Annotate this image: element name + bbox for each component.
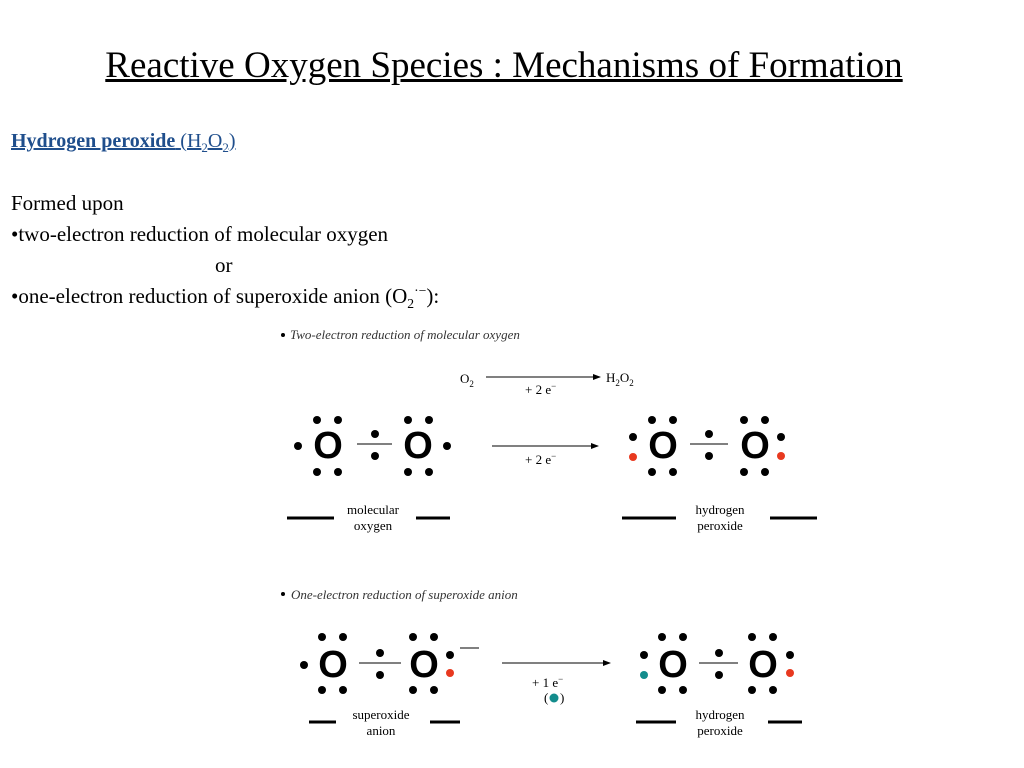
eq-h2o2-h: H <box>606 370 616 385</box>
eq-arrow-label-text: + 2 e <box>525 382 552 397</box>
eq-arrow-label <box>525 381 556 397</box>
eq-h2o2-o: O <box>619 370 630 385</box>
bullet-two-electron: •two-electron reduction of molecular oxygen <box>11 222 389 246</box>
added-electron-teal <box>640 671 648 679</box>
reaction-arrow-2-label-text: + 1 e <box>532 675 559 690</box>
eq-h2o2-sub1: 2 <box>615 378 620 388</box>
added-electron-red-2 <box>786 669 794 677</box>
subheading-formula-sub1: 2 <box>201 140 208 155</box>
reaction-arrow-1-label <box>525 451 556 467</box>
oxygen-atom-2: O <box>403 425 433 467</box>
label-anion: anion <box>366 723 396 738</box>
added-electron-left-red <box>629 453 637 461</box>
label-oxygen: oxygen <box>353 518 393 533</box>
peroxide-atom-1: O <box>648 425 678 467</box>
added-electron-right-red <box>777 452 785 460</box>
subheading-name: Hydrogen peroxide <box>11 130 176 152</box>
eq-arrow-label-sup: − <box>551 381 557 391</box>
bullet-one-electron-suffix: ): <box>426 284 440 308</box>
molecule-superoxide <box>300 633 479 694</box>
oxygen-atom-1: O <box>313 425 343 467</box>
reaction-arrow-1-label-sup: − <box>551 451 557 461</box>
peroxide-atom-2: O <box>740 425 770 467</box>
caption-bullet-1 <box>281 333 285 337</box>
peroxide2-atom-1: O <box>658 644 688 686</box>
superoxide-atom-1: O <box>318 644 348 686</box>
reaction-arrow-1-label-text: + 2 e <box>525 452 552 467</box>
label-peroxide-1: peroxide <box>697 518 743 533</box>
peroxide2-atom-2: O <box>748 644 778 686</box>
eq-h2o2 <box>606 370 634 388</box>
label-peroxide-2: peroxide <box>697 723 743 738</box>
electron-paren-left: ( <box>544 690 549 705</box>
reaction-arrow-2-label <box>532 674 563 690</box>
eq-o2 <box>460 371 474 389</box>
subheading-formula-o: O <box>207 130 223 152</box>
superoxide-red-electron <box>446 669 454 677</box>
superoxide-atom-2: O <box>409 644 439 686</box>
caption-bullet-2 <box>281 592 285 596</box>
label-superoxide: superoxide <box>352 707 410 722</box>
molecule-molecular-oxygen <box>294 416 451 476</box>
caption-two-electron: Two-electron reduction of molecular oxygen <box>290 327 520 342</box>
bullet-one-electron-prefix: •one-electron reduction of superoxide anion (O <box>11 284 408 308</box>
subheading-formula-sub2: 2 <box>222 140 229 155</box>
molecule-hydrogen-peroxide-1 <box>629 416 785 476</box>
label-hydrogen-1: hydrogen <box>695 502 745 517</box>
eq-h2o2-sub2: 2 <box>629 378 634 388</box>
panel-one-electron <box>281 587 802 738</box>
eq-o2-o: O <box>460 371 470 386</box>
slide-title: Reactive Oxygen Species : Mechanisms of Formation <box>105 45 903 86</box>
reaction-arrow-2-label-sup: − <box>558 674 564 684</box>
subheading-formula-h: (H <box>180 130 202 152</box>
label-molecular: molecular <box>347 502 399 517</box>
or-text: or <box>215 253 233 277</box>
bullet-one-electron-sub: 2 <box>407 296 415 312</box>
panel-two-electron <box>281 327 817 533</box>
eq-o2-sub: 2 <box>469 379 474 389</box>
label-hydrogen-2: hydrogen <box>695 707 745 722</box>
molecule-hydrogen-peroxide-2 <box>640 633 794 694</box>
caption-one-electron: One-electron reduction of superoxide anion <box>291 587 518 602</box>
incoming-electron-teal <box>550 694 559 703</box>
bullet-one-electron-sup: ·− <box>414 283 427 298</box>
formed-upon-text: Formed upon <box>11 191 124 215</box>
subheading-formula-close: ) <box>228 130 236 152</box>
electron-paren-right: ) <box>560 690 565 705</box>
